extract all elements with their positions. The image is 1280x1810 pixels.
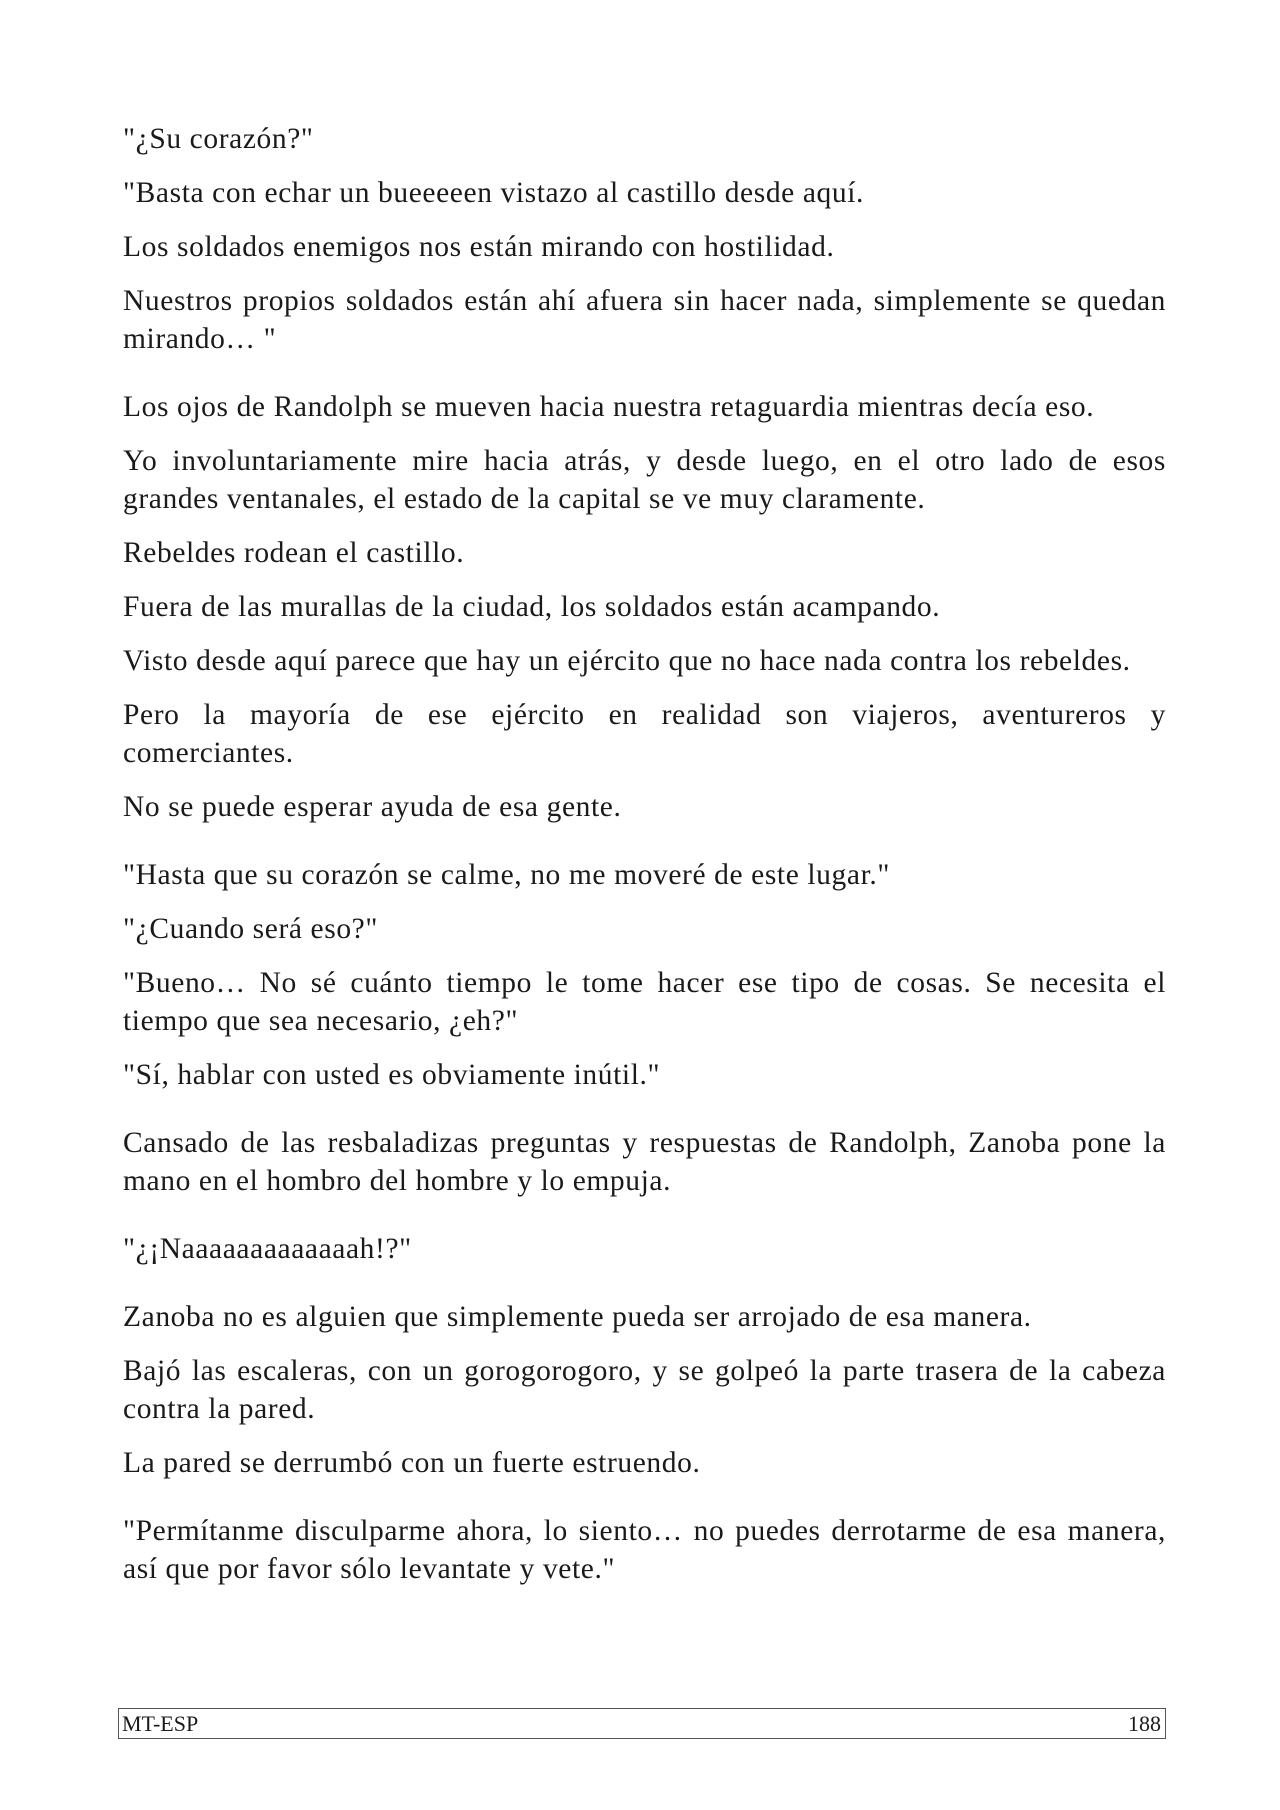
paragraph: Nuestros propios soldados están ahí afuera sin hacer nada, simplemente se quedan mirando… " bbox=[123, 285, 1166, 355]
paragraph: "Permítanme disculparme ahora, lo siento… no puedes derrotarme de esa manera, así que por favor sólo levantate y vete." bbox=[123, 1515, 1166, 1585]
paragraph: Cansado de las resbaladizas preguntas y respuestas de Randolph, Zanoba pone la mano en el hombro del hombre y lo empuja. bbox=[123, 1127, 1166, 1197]
paragraph: Fuera de las murallas de la ciudad, los soldados están acampando. bbox=[123, 591, 941, 623]
paragraph: "¿¡Naaaaaaaaaaaaah!?" bbox=[123, 1233, 412, 1265]
paragraph: La pared se derrumbó con un fuerte estruendo. bbox=[123, 1447, 701, 1479]
paragraph: Visto desde aquí parece que hay un ejército que no hace nada contra los rebeldes. bbox=[123, 645, 1131, 677]
paragraph: "Sí, hablar con usted es obviamente inútil." bbox=[123, 1059, 661, 1091]
paragraph: "¿Cuando será eso?" bbox=[123, 913, 379, 945]
page-footer bbox=[118, 1708, 1166, 1739]
paragraph: Zanoba no es alguien que simplemente pueda ser arrojado de esa manera. bbox=[123, 1301, 1032, 1333]
page-body bbox=[123, 120, 1166, 1604]
paragraph: "Bueno… No sé cuánto tiempo le tome hacer ese tipo de cosas. Se necesita el tiempo que sea necesario, ¿eh?" bbox=[123, 967, 1166, 1037]
page-number: 188 bbox=[1128, 1711, 1161, 1736]
paragraph: "Hasta que su corazón se calme, no me moveré de este lugar." bbox=[123, 859, 890, 891]
paragraph: Los soldados enemigos nos están mirando con hostilidad. bbox=[123, 231, 835, 263]
paragraph: Rebeldes rodean el castillo. bbox=[123, 537, 465, 569]
footer-label: MT-ESP bbox=[122, 1711, 199, 1736]
paragraph: No se puede esperar ayuda de esa gente. bbox=[123, 791, 622, 823]
paragraph: "¿Su corazón?" bbox=[123, 123, 314, 155]
paragraph: Bajó las escaleras, con un gorogorogoro, y se golpeó la parte trasera de la cabeza contra la pared. bbox=[123, 1355, 1166, 1425]
paragraph: Yo involuntariamente mire hacia atrás, y desde luego, en el otro lado de esos grandes ventanales, el estado de la capital se ve muy claramente. bbox=[123, 445, 1166, 515]
paragraph: Los ojos de Randolph se mueven hacia nuestra retaguardia mientras decía eso. bbox=[123, 391, 1095, 423]
paragraph: Pero la mayoría de ese ejército en realidad son viajeros, aventureros y comerciantes. bbox=[123, 699, 1166, 769]
paragraph: "Basta con echar un bueeeeen vistazo al castillo desde aquí. bbox=[123, 177, 865, 209]
